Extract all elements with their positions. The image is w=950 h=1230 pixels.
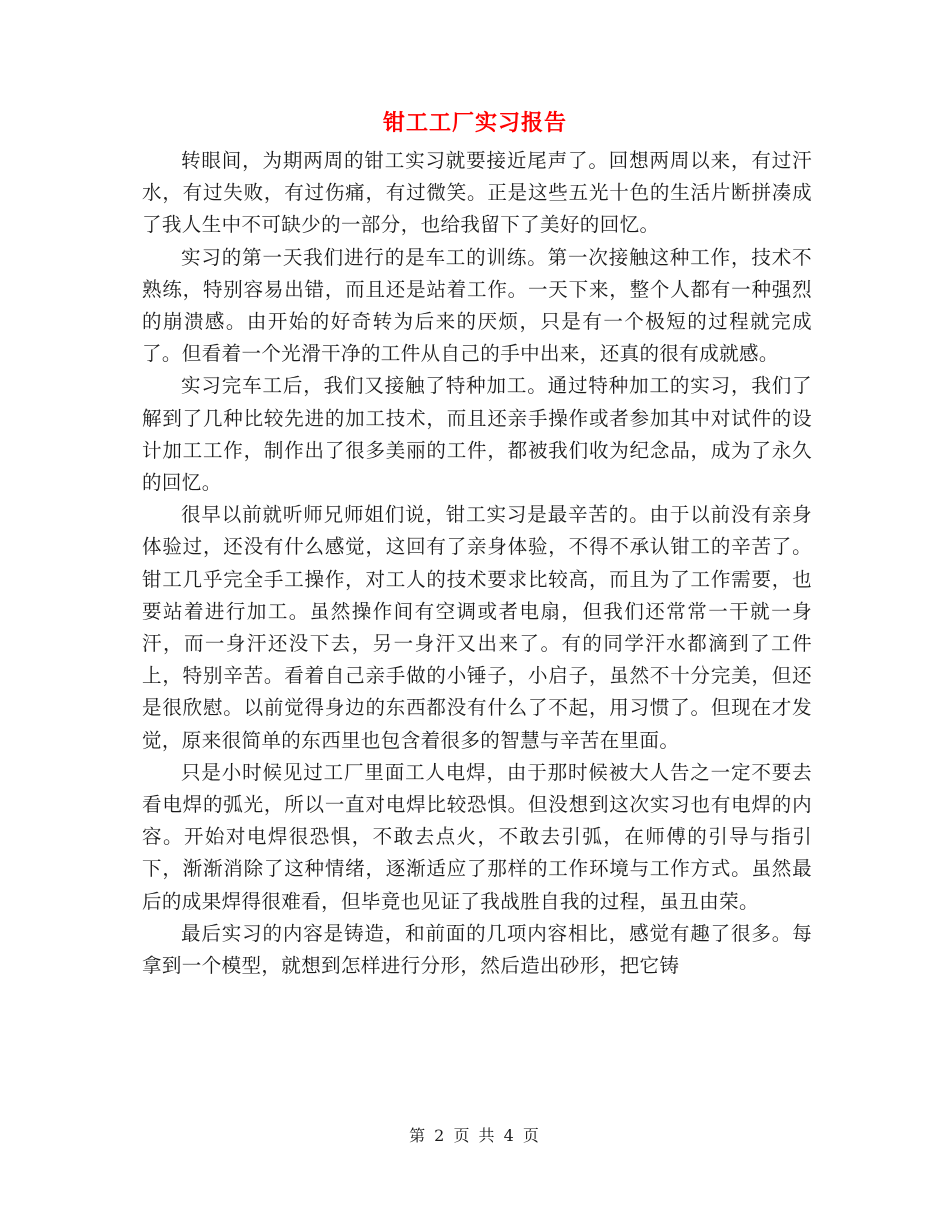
page-footer: 第 2 页 共 4 页 xyxy=(409,1126,541,1145)
paragraph: 只是小时候见过工厂里面工人电焊，由于那时候被大人告之一定不要去看电焊的弧光，所以一直对电焊比较恐惧。但没想到这次实习也有电焊的内容。开始对电焊很恐惧，不敢去点火，不敢去引弧，在师傅的引导与指引下，渐渐消除了这种情绪，逐渐适应了那样的工作环境与工作方式。虽然最后的成果焊得很难看，但毕竟也见证了我战胜自我的过程，虽丑由荣。 xyxy=(142,760,812,913)
paragraph: 最后实习的内容是铸造，和前面的几项内容相比，感觉有趣了很多。每拿到一个模型，就想到怎样进行分形，然后造出砂形，把它铸 xyxy=(142,921,812,978)
document-body xyxy=(142,145,812,982)
document-title: 钳工工厂实习报告 xyxy=(382,111,567,136)
paragraph: 转眼间，为期两周的钳工实习就要接近尾声了。回想两周以来，有过汗水，有过失败，有过伤痛，有过微笑。正是这些五光十色的生活片断拼凑成了我人生中不可缺少的一部分，也给我留下了美好的回忆。 xyxy=(142,149,812,237)
paragraph: 实习完车工后，我们又接触了特种加工。通过特种加工的实习，我们了解到了几种比较先进的加工技术，而且还亲手操作或者参加其中对试件的设计加工工作，制作出了很多美丽的工件，都被我们收为纪念品，成为了永久的回忆。 xyxy=(142,374,812,495)
paragraph: 实习的第一天我们进行的是车工的训练。第一次接触这种工作，技术不熟练，特别容易出错，而且还是站着工作。一天下来，整个人都有一种强烈的崩溃感。由开始的好奇转为后来的厌烦，只是有一个极短的过程就完成了。但看着一个光滑干净的工件从自己的手中出来，还真的很有成就感。 xyxy=(142,245,812,366)
paragraph: 很早以前就听师兄师姐们说，钳工实习是最辛苦的。由于以前没有亲身体验过，还没有什么感觉，这回有了亲身体验，不得不承认钳工的辛苦了。钳工几乎完全手工操作，对工人的技术要求比较高，而且为了工作需要，也要站着进行加工。虽然操作间有空调或者电扇，但我们还常常一干就一身汗，而一身汗还没下去，另一身汗又出来了。有的同学汗水都滴到了工件上，特别辛苦。看着自己亲手做的小锤子，小启子，虽然不十分完美，但还是很欣慰。以前觉得身边的东西都没有什么了不起，用习惯了。但现在才发觉，原来很简单的东西里也包含着很多的智慧与辛苦在里面。 xyxy=(142,503,812,752)
